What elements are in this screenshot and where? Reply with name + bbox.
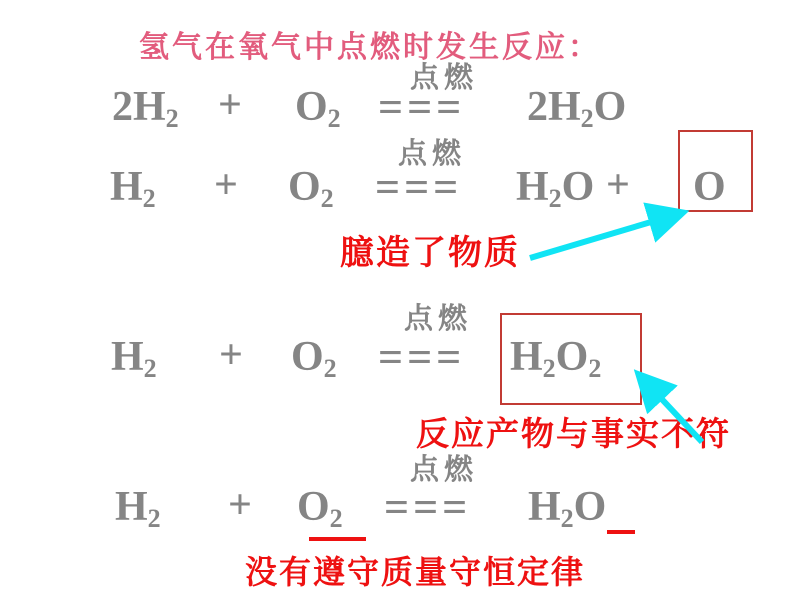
red-underline-o2 xyxy=(309,537,366,541)
subscript: 2 xyxy=(548,184,562,213)
formula-text: H xyxy=(115,484,148,530)
condition-label: 点燃 xyxy=(410,454,479,486)
cyan-arrow-icon xyxy=(520,198,700,268)
subscript: 2 xyxy=(542,354,556,383)
formula-text: 2H xyxy=(527,84,581,130)
subscript: 2 xyxy=(320,184,334,213)
formula-h2o xyxy=(528,486,606,532)
formula-text: H xyxy=(528,484,561,530)
condition-label: 点燃 xyxy=(398,138,467,170)
formula-2h2 xyxy=(112,86,179,132)
subscript: 2 xyxy=(580,104,594,133)
subscript: 2 xyxy=(323,354,337,383)
equals-sign: === xyxy=(378,333,466,382)
subscript: 2 xyxy=(588,354,602,383)
formula-text: H xyxy=(111,334,144,380)
annotation-conservation: 没有遵守质量守恒定律 xyxy=(245,554,586,590)
formula-o2 xyxy=(297,486,343,532)
red-underline-h2o xyxy=(607,530,635,534)
formula-o2 xyxy=(295,86,341,132)
formula-h2 xyxy=(110,166,156,212)
formula-text: O xyxy=(297,484,330,530)
formula-text: H xyxy=(510,334,543,380)
formula-2h2o xyxy=(527,86,626,132)
slide-title: 氢气在氧气中点燃时发生反应： xyxy=(139,31,601,64)
formula-text: O xyxy=(593,84,627,130)
formula-o2 xyxy=(288,166,334,212)
formula-text: H xyxy=(516,164,549,210)
formula-h2 xyxy=(115,486,161,532)
boxed-formula-h2o2 xyxy=(510,336,601,382)
condition-label: 点燃 xyxy=(410,62,479,94)
formula-text: O xyxy=(291,334,324,380)
subscript: 2 xyxy=(143,354,157,383)
operator-plus: + xyxy=(228,482,252,528)
boxed-formula-o: O xyxy=(693,164,726,210)
subscript: 2 xyxy=(147,504,161,533)
operator-plus: + xyxy=(219,332,243,378)
subscript: 2 xyxy=(142,184,156,213)
formula-h2 xyxy=(111,336,157,382)
formula-text: O xyxy=(561,164,595,210)
cyan-arrow-icon xyxy=(624,358,719,453)
formula-text: O xyxy=(573,484,607,530)
annotation-fabricated: 臆造了物质 xyxy=(340,234,520,272)
annotation-mismatch: 反应产物与事实不符 xyxy=(416,415,731,452)
formula-text: O xyxy=(295,84,328,130)
operator-plus: + xyxy=(214,162,238,208)
equals-sign: === xyxy=(384,483,472,532)
formula-text: O xyxy=(555,334,589,380)
subscript: 2 xyxy=(560,504,574,533)
equals-sign: === xyxy=(375,163,463,212)
formula-text: O xyxy=(288,164,321,210)
operator-plus: + xyxy=(218,82,242,128)
formula-o2 xyxy=(291,336,337,382)
subscript: 2 xyxy=(329,504,343,533)
operator-plus: + xyxy=(606,162,630,208)
formula-text: 2H xyxy=(112,84,166,130)
subscript: 2 xyxy=(165,104,179,133)
formula-text: H xyxy=(110,164,143,210)
subscript: 2 xyxy=(327,104,341,133)
condition-label: 点燃 xyxy=(404,303,473,335)
equals-sign: === xyxy=(378,83,466,132)
